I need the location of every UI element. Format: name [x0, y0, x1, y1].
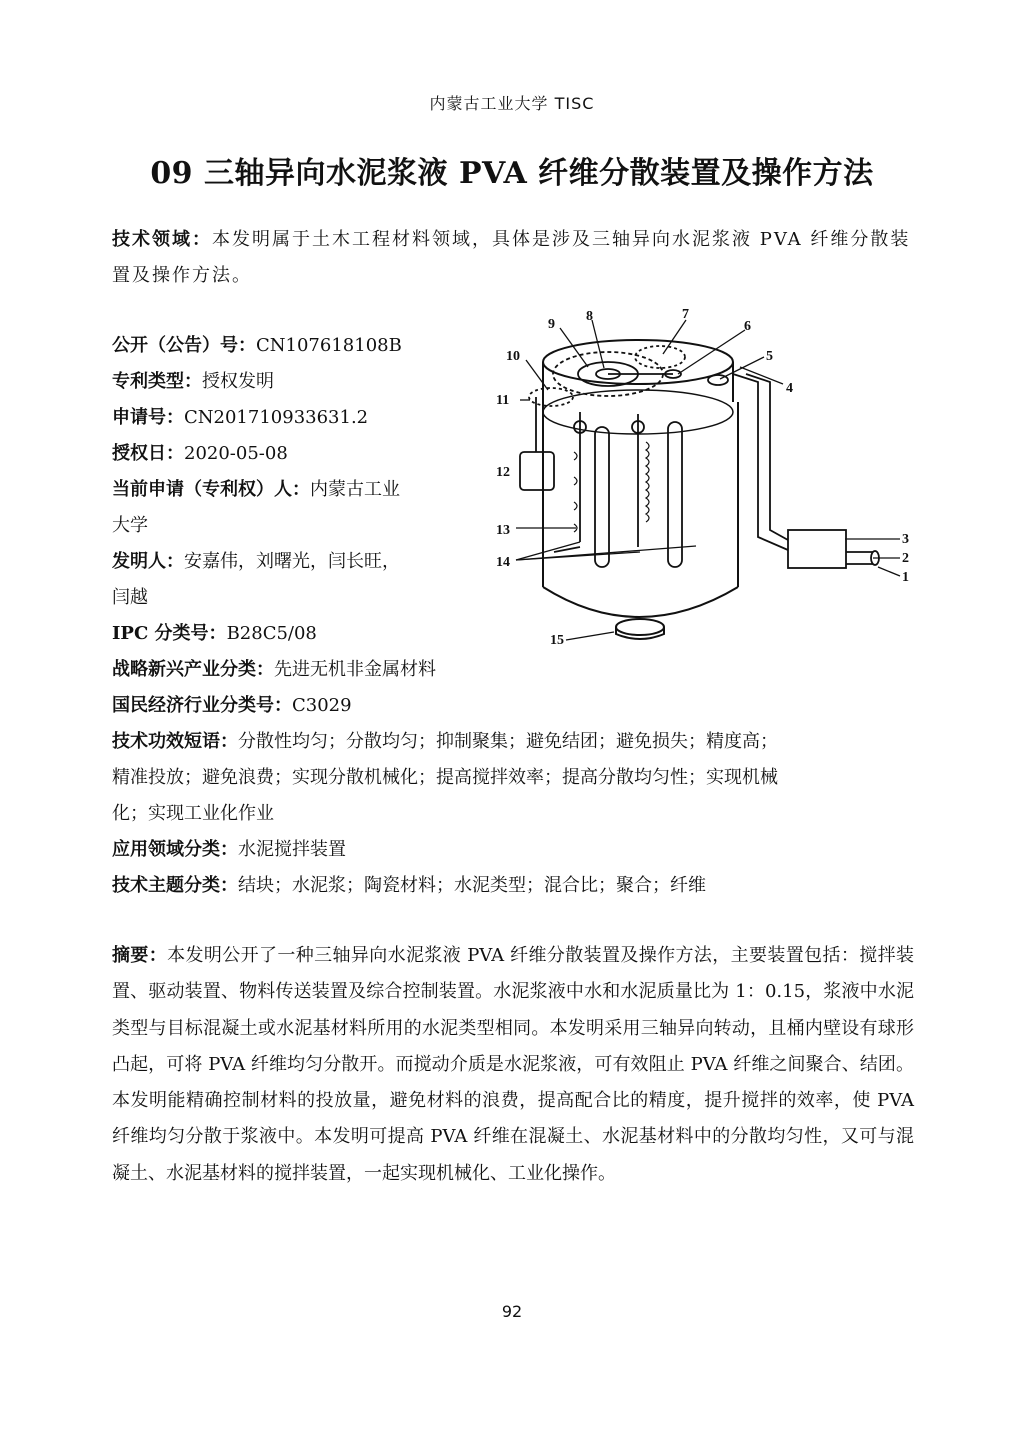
label-1: 1 — [902, 570, 909, 585]
ipc-value: B28C5/08 — [226, 623, 317, 644]
abstract-text: 本发明公开了一种三轴异向水泥浆液 PVA 纤维分散装置及操作方法，主要装置包括：搅拌装置、驱动装置、物料传送装置及综合控制装置。水泥浆液中水和水泥质量比为 1：0.15，浆液中水泥类型与目标混凝土或水泥基材料所用的水泥类型相同。本发明采用三轴异向转动，且桶内壁设有球形凸起，可将 PVA 纤维均匀分散开。而搅动介质是水泥浆液，可有效阻止 PVA 纤维之间聚合、结团。本发明能精确控制材料的投放量，避免材料的浪费，提高配合比的精度，提升搅拌的效率，使 PVA 纤维均匀分散于浆液中。本发明可提高 PVA 纤维在混凝土、水泥基材料中的分散均匀性，又可与混凝土、水泥基材料的搅拌装置，一起实现机械化、工业化操作。 — [112, 945, 915, 1184]
label-4: 4 — [786, 381, 793, 396]
label-7: 7 — [682, 307, 689, 322]
abstract-paragraph — [112, 938, 914, 1192]
leader-lines — [516, 320, 900, 640]
effects-value: 分散性均匀；分散均匀；抑制聚集；避免结团；避免损失；精度高； — [238, 731, 778, 752]
tank-body — [543, 340, 738, 639]
grant-date-label: 授权日： — [112, 443, 184, 464]
strategic-row — [112, 652, 778, 688]
tech-field-text: 本发明属于土木工程材料领域，具体是涉及三轴异向水泥浆液 PVA 纤维分散装置及操作方法。 — [112, 229, 911, 286]
patent-figure — [488, 302, 918, 654]
label-2: 2 — [902, 551, 909, 566]
inventors-value: 安嘉伟，刘曙光，闫长旺， — [184, 551, 400, 572]
effects-label: 技术功效短语： — [112, 731, 238, 752]
gear-assembly — [529, 346, 728, 406]
patent-type-value: 授权发明 — [202, 371, 274, 392]
pub-no-label: 公开（公告）号： — [112, 335, 256, 356]
label-5: 5 — [766, 349, 773, 364]
label-10: 10 — [506, 349, 520, 364]
page-number: 92 — [501, 1302, 523, 1321]
topics-value: 结块；水泥浆；陶瓷材料；水泥类型；混合比；聚合；纤维 — [238, 875, 706, 896]
applicant-value: 内蒙古工业 — [310, 479, 400, 500]
application-value: 水泥搅拌装置 — [238, 839, 346, 860]
strategic-value: 先进无机非金属材料 — [274, 659, 436, 680]
applicant-label: 当前申请（专利权）人： — [112, 479, 310, 500]
label-14: 14 — [496, 555, 510, 570]
page-title: 09 三轴异向水泥浆液 PVA 纤维分散装置及操作方法 — [150, 156, 874, 191]
applicant-value-cont: 大学 — [112, 515, 148, 536]
tech-field-paragraph — [112, 222, 912, 294]
ipc-label: IPC 分类号： — [112, 623, 227, 644]
stirring-shafts — [520, 397, 682, 567]
label-9: 9 — [548, 317, 555, 332]
grant-date-value: 2020-05-08 — [184, 443, 288, 464]
label-11: 11 — [496, 393, 510, 408]
label-15: 15 — [550, 633, 564, 648]
effects-row — [112, 724, 778, 760]
topics-label: 技术主题分类： — [112, 875, 238, 896]
topics-row — [112, 868, 778, 904]
patent-type-label: 专利类型： — [112, 371, 202, 392]
tech-field-label: 技术领域： — [112, 229, 212, 250]
strategic-label: 战略新兴产业分类： — [112, 659, 274, 680]
effects-row-cont — [112, 760, 778, 796]
effects-value-cont: 精准投放；避免浪费；实现分散机械化；提高搅拌效率；提高分散均匀性；实现机械 — [112, 767, 778, 788]
label-13: 13 — [496, 523, 510, 538]
industry-row — [112, 688, 778, 724]
inventors-value-cont: 闫越 — [112, 587, 148, 608]
label-12: 12 — [496, 465, 510, 480]
header-org: 内蒙古工业大学 TISC — [429, 94, 595, 113]
app-no-label: 申请号： — [112, 407, 184, 428]
industry-label: 国民经济行业分类号： — [112, 695, 292, 716]
label-6: 6 — [744, 319, 751, 334]
abstract-label: 摘要： — [112, 945, 168, 966]
label-8: 8 — [586, 309, 593, 324]
effects-row-cont2 — [112, 796, 778, 832]
pub-no-value: CN107618108B — [256, 335, 402, 356]
industry-value: C3029 — [292, 695, 352, 716]
effects-value-cont2: 化；实现工业化作业 — [112, 803, 274, 824]
inventors-label: 发明人： — [112, 551, 184, 572]
app-no-value: CN201710933631.2 — [184, 407, 369, 428]
application-row — [112, 832, 778, 868]
application-label: 应用领域分类： — [112, 839, 238, 860]
label-3: 3 — [902, 532, 909, 547]
